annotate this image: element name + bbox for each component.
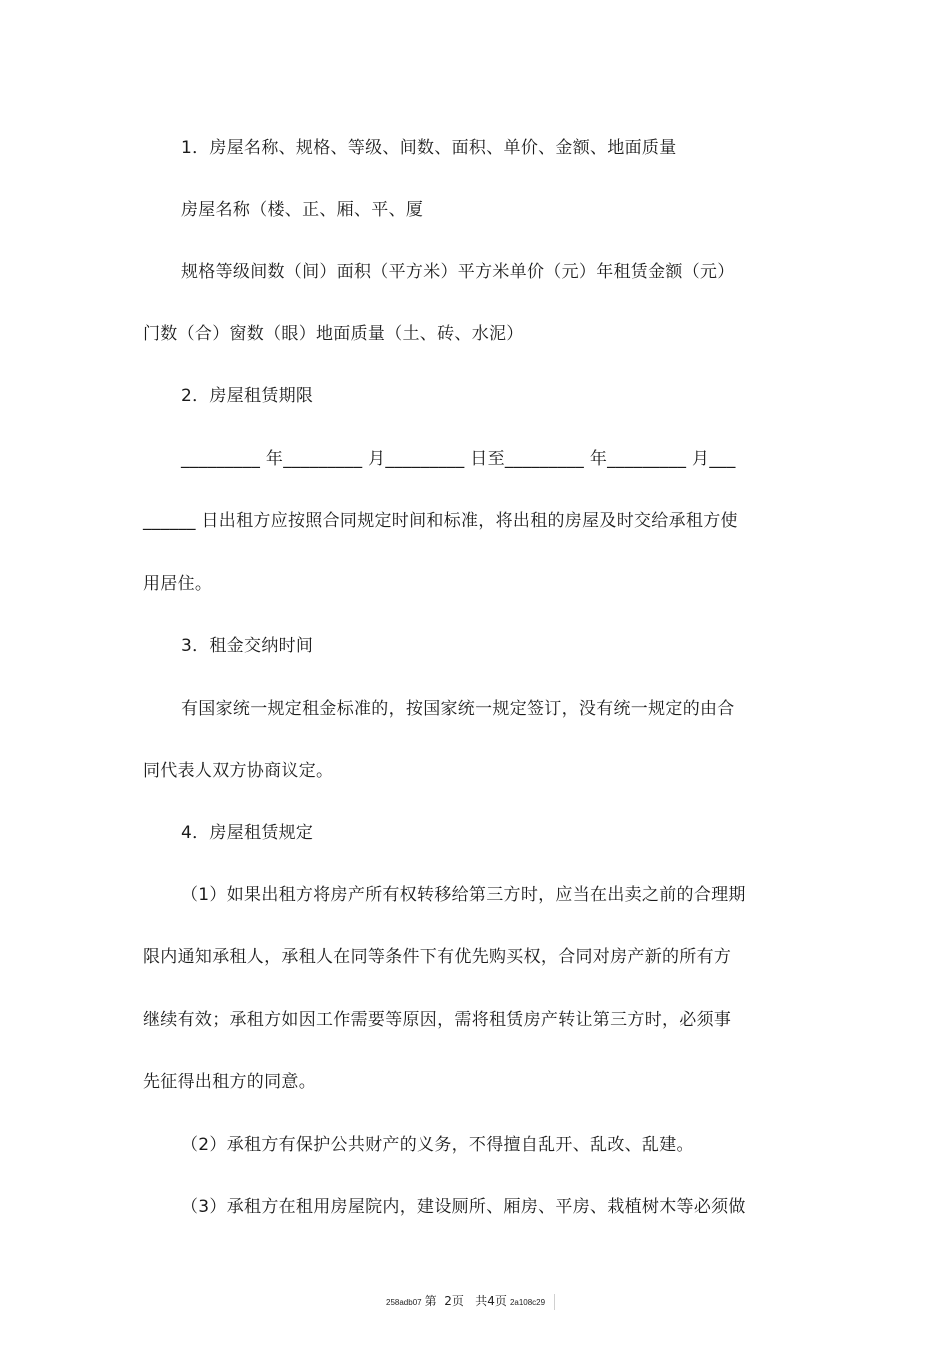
paragraph-line: （2）承租方有保护公共财产的义务，不得擅自乱开、乱改、乱建。 <box>181 1135 694 1155</box>
paragraph-line: 房屋名称（楼、正、厢、平、厦 <box>181 200 424 220</box>
footer-code-right: 2a108c29 <box>509 1298 546 1307</box>
page-number-label: 第 2页 共4页 <box>424 1294 507 1308</box>
section-2-heading: 2．房屋租赁期限 <box>181 386 314 406</box>
paragraph-line: 有国家统一规定租金标准的，按国家统一规定签订，没有统一规定的由合 <box>181 699 735 719</box>
paragraph-line: 门数（合）窗数（眼）地面质量（土、砖、水泥） <box>143 324 524 344</box>
footer-divider <box>554 1294 555 1310</box>
paragraph-line: 同代表人双方协商议定。 <box>143 761 334 781</box>
footer-code-left: 258adb07 <box>386 1298 422 1307</box>
section-1-heading: 1．房屋名称、规格、等级、间数、面积、单价、金额、地面质量 <box>181 138 677 158</box>
paragraph-line: ______ 日出租方应按照合同规定时间和标准，将出租的房屋及时交给承租方使 <box>143 511 738 531</box>
paragraph-line: 先征得出租方的同意。 <box>143 1072 316 1092</box>
section-4-heading: 4．房屋租赁规定 <box>181 823 314 843</box>
paragraph-line: _________ 年_________ 月_________ 日至_________ 年_________ 月___ <box>181 449 736 469</box>
paragraph-line: 规格等级间数（间）面积（平方米）平方米单价（元）年租赁金额（元） <box>181 262 735 282</box>
page-footer <box>383 1293 555 1311</box>
paragraph-line: 限内通知承租人，承租人在同等条件下有优先购买权，合同对房产新的所有方 <box>143 947 732 967</box>
paragraph-line: （1）如果出租方将房产所有权转移给第三方时，应当在出卖之前的合理期 <box>181 885 746 905</box>
paragraph-line: （3）承租方在租用房屋院内，建设厕所、厢房、平房、栽植树木等必须做 <box>181 1197 746 1217</box>
paragraph-line: 继续有效；承租方如因工作需要等原因，需将租赁房产转让第三方时，必须事 <box>143 1010 732 1030</box>
section-3-heading: 3．租金交纳时间 <box>181 636 314 656</box>
paragraph-line: 用居住。 <box>143 574 213 594</box>
